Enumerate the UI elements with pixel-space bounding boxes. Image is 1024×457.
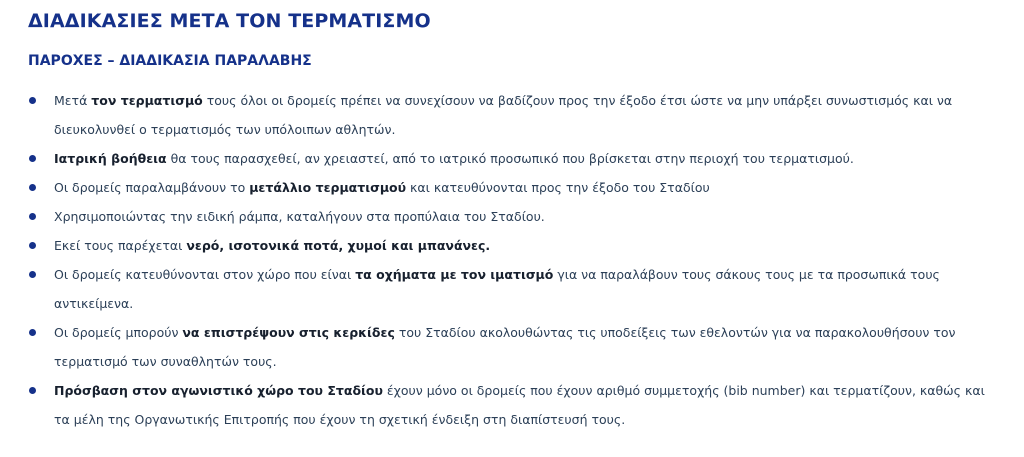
item-text: Οι δρομείς μπορούν: [54, 325, 183, 340]
page-title: ΔΙΑΔΙΚΑΣΙΕΣ ΜΕΤΑ ΤΟΝ ΤΕΡΜΑΤΙΣΜΟ: [28, 10, 431, 32]
bullet-icon: [29, 213, 36, 220]
item-text: για να παραλάβουν τους σάκους τους με τα προσωπικά τους αντικείμενα.: [54, 267, 940, 311]
bullet-icon: [29, 97, 36, 104]
list-item: [28, 144, 996, 173]
bullet-icon: [29, 387, 36, 394]
item-text: Εκεί τους παρέχεται: [54, 238, 187, 253]
item-emphasis: μετάλλιο τερματισμού: [249, 180, 407, 195]
bullet-icon: [29, 271, 36, 278]
list-item: [28, 86, 996, 144]
bullet-icon: [29, 155, 36, 162]
list-item: [28, 173, 996, 202]
item-text: θα τους παρασχεθεί, αν χρειαστεί, από το ιατρικό προσωπικό που βρίσκεται στην περιοχή του τερματισμού.: [166, 151, 854, 166]
item-emphasis: τα οχήματα με τον ιματισμό: [355, 267, 554, 282]
item-text: Χρησιμοποιώντας την ειδική ράμπα, καταλήγουν στα προπύλαια του Σταδίου.: [54, 209, 545, 224]
item-text: έχουν μόνο οι δρομείς που έχουν αριθμό συμμετοχής (bib number) και τερματίζουν, καθώς και τα μέλη της Οργανωτικής Επιτροπής που έχουν τη σχετική ένδειξη στη διαπίστευσή τους.: [54, 383, 985, 427]
item-emphasis: νερό, ισοτονικά ποτά, χυμοί και μπανάνες.: [186, 238, 491, 253]
list-item: [28, 260, 996, 318]
list-item: [28, 202, 996, 231]
item-text: Οι δρομείς παραλαμβάνουν το: [54, 180, 250, 195]
item-text: τους όλοι οι δρομείς πρέπει να συνεχίσουν να βαδίζουν προς την έξοδο έτσι ώστε να μην υπάρξει συνωστισμός και να διευκολυνθεί ο τερματισμός των υπόλοιπων αθλητών.: [54, 93, 953, 137]
section-title: ΠΑΡΟΧΕΣ – ΔΙΑΔΙΚΑΣΙΑ ΠΑΡΑΛΑΒΗΣ: [28, 53, 312, 69]
item-text: του Σταδίου ακολουθώντας τις υποδείξεις των εθελοντών για να παρακολουθήσουν τον τερματισμό των συναθλητών τους.: [54, 325, 956, 369]
item-text: Οι δρομείς κατευθύνονται στον χώρο που είναι: [54, 267, 356, 282]
item-emphasis: Πρόσβαση στον αγωνιστικό χώρο του Σταδίου: [54, 383, 383, 398]
list-item: [28, 318, 996, 376]
bullet-icon: [29, 329, 36, 336]
item-emphasis: να επιστρέψουν στις κερκίδες: [182, 325, 395, 340]
list-item: [28, 376, 996, 434]
bullet-icon: [29, 184, 36, 191]
bullet-icon: [29, 242, 36, 249]
list-item: [28, 231, 996, 260]
bullet-list: [28, 86, 996, 434]
item-text: και κατευθύνονται προς την έξοδο του Σταδίου: [406, 180, 710, 195]
item-text: Μετά: [54, 93, 92, 108]
item-emphasis: Ιατρική βοήθεια: [54, 151, 167, 166]
item-emphasis: τον τερματισμό: [91, 93, 203, 108]
